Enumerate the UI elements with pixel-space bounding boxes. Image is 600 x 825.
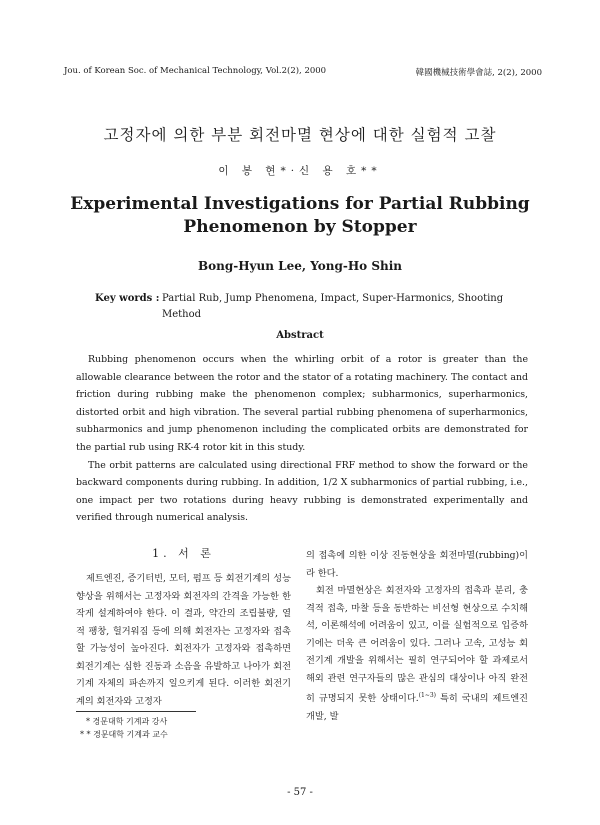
paper-title-english — [40, 193, 560, 239]
keywords-label: Key words : — [95, 293, 160, 304]
section-heading-introduction: 1. 서 론 — [152, 547, 215, 560]
running-header-journal-ko: 韓國機械技術學會誌, 2(2), 2000 — [415, 68, 542, 78]
paper-title-korean: 고정자에 의한 부분 회전마멸 현상에 대한 실험적 고찰 — [103, 126, 497, 144]
authors-english: Bong-Hyun Lee, Yong-Ho Shin — [197, 259, 403, 273]
footnote-divider — [76, 711, 196, 712]
body-column-right — [306, 547, 528, 725]
keywords — [95, 291, 535, 323]
authors-korean: 이 봉 현*·신 용 호** — [218, 165, 382, 177]
running-header-journal-en: Jou. of Korean Soc. of Mechanical Technology, Vol.2(2), 2000 — [64, 66, 327, 76]
keywords-text: Partial Rub, Jump Phenomena, Impact, Super-Harmonics, Shooting Method — [162, 293, 504, 320]
page-number: - 57 - — [287, 787, 313, 798]
footnote-2: * * 경문대학 기계과 교수 — [80, 730, 168, 739]
body-column-left — [76, 570, 291, 710]
intro-paragraph-1-continued: 의 접촉에 의한 이상 진동현상을 회전마멸(rubbing)이라 한다. — [306, 550, 528, 579]
citation-1-3: (1~3) — [418, 692, 437, 699]
intro-paragraph-2 — [306, 582, 528, 725]
abstract-body — [76, 351, 528, 527]
abstract-paragraph-2: The orbit patterns are calculated using directional FRF method to show the forward or the backward components during rubbing. In addition, 1/2 X subharmonics of partial rubbing, i.e., one impact per two rotations during heavy rubbing is demonstrated experimentally and verified through numerical analysis. — [76, 459, 528, 524]
intro-paragraph-1: 제트엔진, 증기터빈, 모터, 펌프 등 회전기계의 성능향상을 위해서는 고정자와 회전자의 간격을 가능한 한 작게 설계하여야 한다. 이 결과, 약간의 조립불량, 열적 팽창, 헐거워짐 등에 의해 회전자는 고정자와 접촉할 가능성이 높아진다. 회전자가 고정자와 접촉하면 회전기계는 심한 진동과 소음을 유발하고 나아가 회전기계 자체의 파손까지 일으키게 된다. 이러한 회전기계의 회전자와 고정자 — [76, 573, 291, 707]
title-en-line-1: Experimental Investigations for Partial Rubbing — [70, 194, 530, 214]
title-en-line-2: Phenomenon by Stopper — [183, 217, 417, 237]
abstract-paragraph-1: Rubbing phenomenon occurs when the whirling orbit of a rotor is greater than the allowable clearance between the rotor and the stator of a rotating machinery. The contact and friction during rubbing make the phenomenon complex; subharmonics, superharmonics, distorted orbit and high vibration. The several partial rubbing phenomena of superharmonics, subharmonics and jump phenomenon including the complicated orbits are demonstrated for the partial rub using RK-4 rotor kit in this study. — [76, 354, 528, 453]
intro-paragraph-2-tail: 특히 국내의 제트엔진개발, 발 — [306, 693, 529, 722]
intro-paragraph-2-text: 회전 마멸현상은 회전자와 고정자의 접촉과 분리, 충격적 접촉, 마찰 등을 동반하는 비선형 현상으로 수치해석, 이론해석에 어려움이 있고, 이를 실험적으로 입증하기에는 더욱 큰 어려움이 있다. 그러나 고속, 고성능 회전기계 개발을 위해서는 필히 연구되어야 할 과제로서 해외 관련 연구자들의 많은 관심의 대상이나 아직 완전히 규명되지 못한 상태이다. — [306, 585, 528, 705]
footnote-1: * 경문대학 기계과 강사 — [86, 717, 168, 726]
abstract-heading: Abstract — [276, 330, 324, 341]
